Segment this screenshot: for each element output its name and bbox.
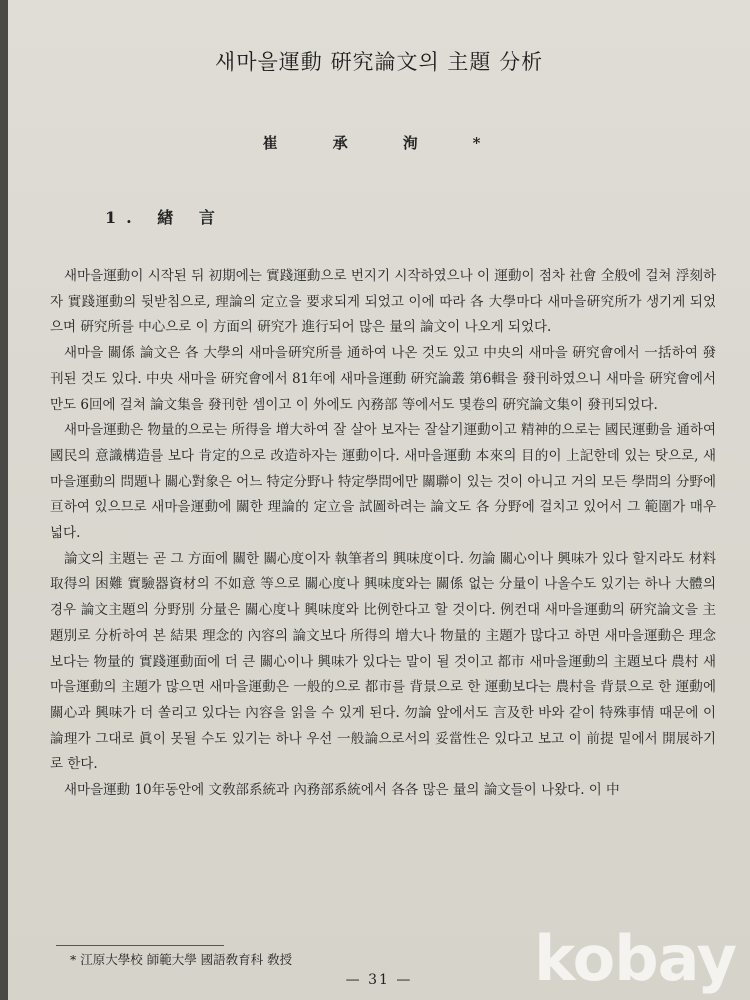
paragraph: 새마을運動은 物量的으로는 所得을 增大하여 잘 살아 보자는 잘살기運動이고 精神的으로는 國民運動을 通하여 國民의 意識構造를 보다 肯定的으로 改造하자는 運動이다. 새마을運動 本來의 目的이 上記한데 있는 탓으로, 새마을運動의 問題나 關心對象은 어느 特定分野나 特定學問에만 關聯이 있는 것이 아니고 거의 모든 學問의 分野에 亘하여 있으므로 새마을運動에 關한 理論的 定立을 試圖하려는 論文도 各 分野에 걸치고 있어서 그 範圍가 매우 넓다. [50,422,716,542]
paragraph: 論文의 主題는 곧 그 方面에 關한 關心度이자 執筆者의 興味度이다. 勿論 關心이나 興味가 있다 할지라도 材料取得의 困難 實驗器資材의 不如意 等으로 關心度나 興味度와는 關係 없는 分量이 나올수도 있기는 하나 大體의 경우 論文主題의 分野別 分量은 關心度나 興味度와 比例한다고 할 것이다. 例컨대 새마을運動의 硏究論文을 主題別로 分析하여 본 結果 理念的 內容의 論文보다 所得의 增大나 物量的 主題가 많다고 하면 새마을運動은 理念보다는 物量的 實踐運動面에 더 큰 關心이나 興味가 있다는 말이 될 것이고 都市 새마을運動의 主題보다 農村 새마을運動의 主題가 많으면 새마을運動은 一般的으로 都市를 背景으로 한 運動보다는 農村을 背景으로 한 運動에 關心과 興味가 더 쏠리고 있다는 內容을 읽을 수 있게 된다. 勿論 앞에서도 言及한 바와 같이 特殊事情 때문에 이 論理가 그대로 眞이 못될 수도 있기는 하나 우선 一般論으로서의 妥當性은 있다고 보고 이 前提 밑에서 開展하기로 한다. [50,550,716,773]
watermark-logo: kobay [534,922,736,995]
paper-title: 새마을運動 硏究論文의 主題 分析 [214,50,544,74]
paragraph: 새마을運動 10年동안에 文敎部系統과 內務部系統에서 各各 많은 量의 論文들이 나왔다. 이 中 [64,782,620,799]
paragraph: 새마을運動이 시작된 뒤 初期에는 實踐運動으로 번지기 시작하였으나 이 運動이 점차 社會 全般에 걸쳐 浮刻하자 實踐運動의 뒷받침으로, 理論의 定立을 要求되게 되었고 이에 따라 各 大學마다 새마을硏究所가 생기게 되었으며 硏究所를 中心으로 이 方面의 硏究가 進行되어 많은 量의 論文이 나오게 되었다. [50,268,716,336]
author-name: 崔承洵* [262,134,536,152]
document-page [8,0,750,1000]
paragraph: 새마을 關係 論文은 各 大學의 새마을硏究所를 通하여 나온 것도 있고 中央의 새마을 硏究會에서 一括하여 發刊된 것도 있다. 中央 새마을 硏究會에서 81年에 새마을運動 硏究論叢 第6輯을 發刊하였으니 새마을 硏究會에서만도 6回에 걸쳐 論文集을 發刊한 셈이고 이 外에도 內務部 等에서도 몇卷의 硏究論文集이 發刊되었다. [50,345,716,413]
body-text [50,264,716,804]
section-heading: 1. 緖 言 [105,208,225,227]
page-number: — 31 — [345,972,413,988]
footnote-divider [56,945,224,946]
footnote: * 江原大學校 師範大學 國語敎育科 敎授 [70,952,293,967]
